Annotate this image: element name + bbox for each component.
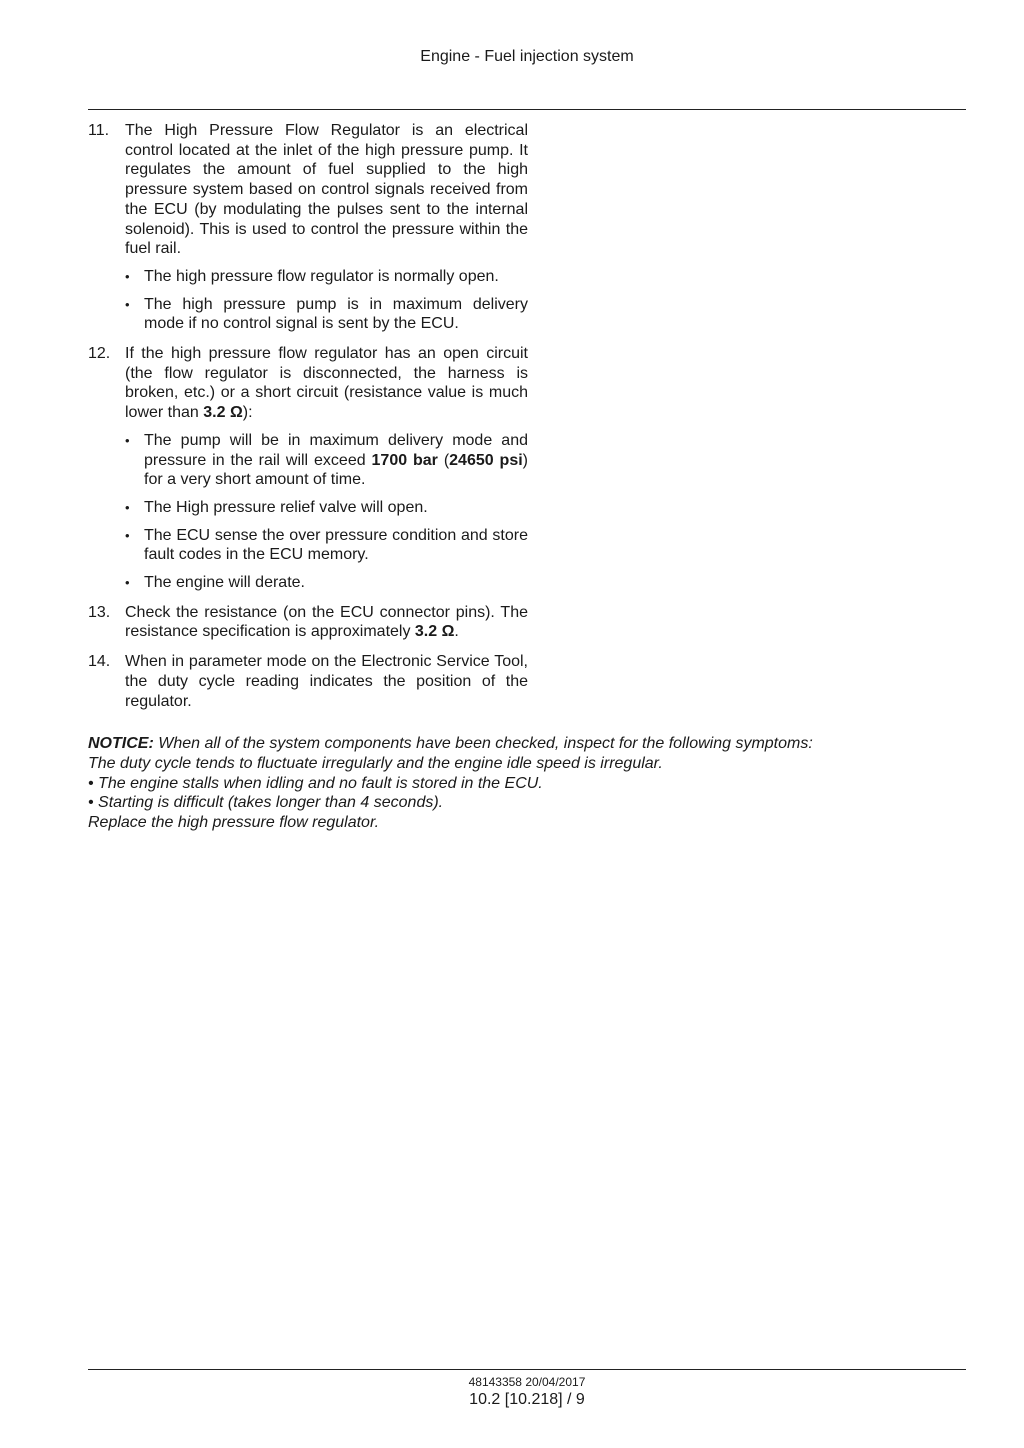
step-13 [88, 603, 528, 642]
bullet-list [125, 267, 528, 334]
bullet-text: The engine will derate. [144, 574, 305, 592]
footer-divider [88, 1369, 966, 1370]
step-text: The High Pressure Flow Regulator is an electrical control located at the inlet of the high pressure pump. It regulates the amount of fuel supplied to the high pressure system based on control signals received from the ECU (by modulating the pulses sent to the internal solenoid). This is used to control the pressure within the fuel rail. [125, 122, 528, 258]
step-number: 12. [88, 345, 111, 363]
step-body [125, 603, 528, 642]
procedure-steps [88, 121, 528, 721]
step-number: 11. [88, 122, 110, 139]
bullet-icon: • [125, 268, 130, 284]
step-number: 14. [88, 653, 111, 671]
step-text [125, 344, 528, 423]
document-reference: 48143358 20/04/2017 [468, 1375, 586, 1389]
step-text-part: ): [242, 404, 253, 422]
bullet-list [125, 431, 528, 593]
bullet-text [144, 431, 528, 490]
step-number: 13. [88, 603, 111, 621]
step-14 [88, 652, 528, 711]
list-item [125, 431, 528, 490]
notice-intro [88, 734, 968, 754]
bullet-text-part: ( [437, 451, 450, 469]
bullet-text-part: ) for a very short amount of time. [144, 451, 528, 489]
step-text-part: If the high pressure flow regulator has an open circuit (the flow regulator is disconnected, the harness is broken, etc.) or a short circuit (resistance value is much lower than [125, 345, 528, 422]
bullet-icon: • [125, 527, 130, 543]
notice-line: • The engine stalls when idling and no fault is stored in the ECU. [88, 774, 543, 792]
bullet-text: The ECU sense the over pressure condition and store fault codes in the ECU memory. [144, 526, 528, 564]
bullet-icon: • [125, 499, 130, 515]
page-header: Engine - Fuel injection system [420, 48, 634, 65]
bullet-text: The High pressure relief valve will open. [144, 498, 428, 516]
list-item [125, 267, 528, 287]
step-text [125, 603, 528, 642]
bullet-icon: • [125, 432, 130, 448]
notice-lead: When all of the system components have been checked, inspect for the following symptoms: [153, 735, 813, 752]
resistance-value: 3.2 Ω [203, 404, 243, 422]
bullet-text: The high pressure flow regulator is normally open. [144, 267, 499, 285]
list-item [125, 295, 528, 334]
bullet-icon: • [125, 575, 130, 591]
bullet-text: The high pressure pump is in maximum delivery mode if no control signal is sent by the ECU. [144, 295, 528, 333]
step-body [125, 344, 528, 593]
bullet-text-part: The pump will be in maximum delivery mode and pressure in the rail will exceed [144, 431, 528, 469]
pressure-bar-value: 1700 bar [371, 451, 438, 469]
resistance-spec-value: 3.2 Ω [414, 623, 455, 641]
step-body [125, 652, 528, 711]
page-number: 10.2 [10.218] / 9 [469, 1391, 585, 1408]
notice-line: Replace the high pressure flow regulator. [88, 814, 380, 832]
notice-line: • Starting is difficult (takes longer than 4 seconds). [88, 794, 444, 812]
list-item [125, 526, 528, 565]
page-footer [0, 1375, 1024, 1410]
step-12 [88, 344, 528, 593]
notice-label: NOTICE: [88, 735, 154, 752]
header-divider [88, 109, 966, 110]
list-item [125, 573, 528, 593]
notice-block [88, 734, 968, 833]
notice-line: The duty cycle tends to fluctuate irregularly and the engine idle speed is irregular. [88, 754, 663, 772]
step-text: When in parameter mode on the Electronic Service Tool, the duty cycle reading indicates the position of the regulator. [125, 653, 528, 710]
bullet-icon: • [125, 296, 130, 312]
pressure-psi-value: 24650 psi [449, 451, 523, 469]
step-body [125, 121, 528, 334]
list-item [125, 498, 528, 518]
step-text-part: . [454, 623, 459, 641]
step-text-part: Check the resistance (on the ECU connector pins). The resistance specification is approximately [125, 603, 528, 641]
step-11 [88, 121, 528, 334]
